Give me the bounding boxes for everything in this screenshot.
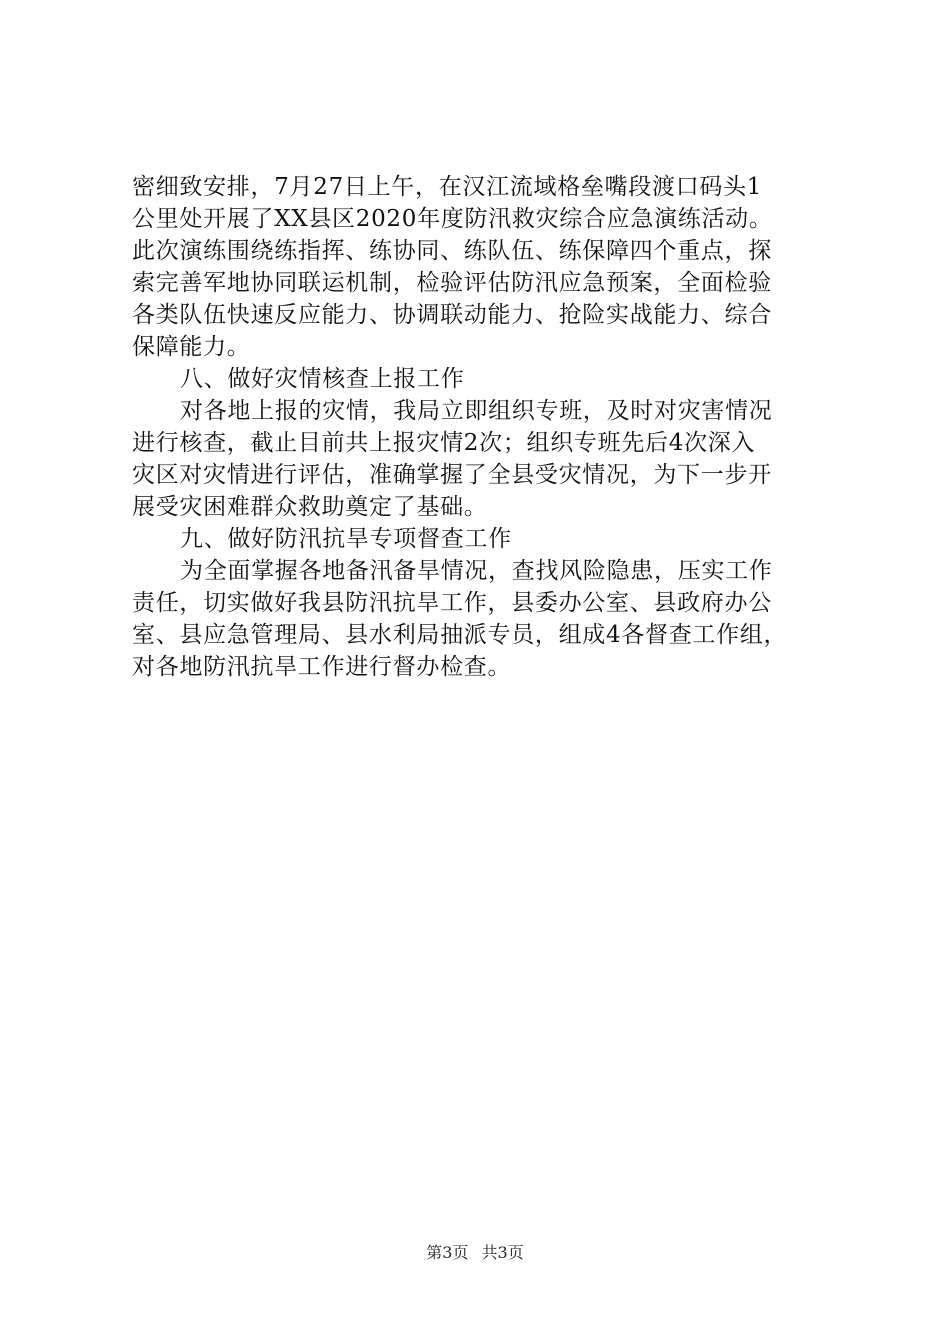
body-text-line: 此次演练围绕练指挥、练协同、练队伍、练保障四个重点，探 [132, 238, 772, 264]
body-text-line: 公里处开展了XX县区2020年度防汛救灾综合应急演练活动。 [132, 206, 773, 232]
body-text-line: 对各地上报的灾情，我局立即组织专班，及时对灾害情况 [180, 398, 773, 424]
document-body [132, 171, 832, 683]
body-text-line: 保障能力。 [132, 334, 251, 360]
body-text-line: 索完善军地协同联运机制，检验评估防汛应急预案，全面检验 [132, 270, 772, 296]
total-pages: 共3页 [481, 1243, 524, 1262]
body-text-line: 责任，切实做好我县防汛抗旱工作，县委办公室、县政府办公 [132, 590, 772, 616]
body-text-line: 对各地防汛抗旱工作进行督办检查。 [132, 654, 512, 680]
body-text-line: 各类队伍快速反应能力、协调联动能力、抢险实战能力、综合 [132, 302, 772, 328]
body-text-line: 进行核查，截止目前共上报灾情2次；组织专班先后4次深入 [132, 430, 756, 456]
body-text-line: 为全面掌握各地备汛备旱情况，查找风险隐患，压实工作 [180, 558, 773, 584]
body-text-line: 展受灾困难群众救助奠定了基础。 [132, 494, 488, 520]
body-text-line: 灾区对灾情进行评估，准确掌握了全县受灾情况，为下一步开 [132, 462, 772, 488]
page-footer [0, 1243, 950, 1263]
section-heading-8: 八、做好灾情核查上报工作 [180, 366, 465, 392]
body-text-line: 密细致安排，7月27日上午，在汉江流域格垒嘴段渡口码头1 [132, 174, 763, 200]
page-number: 第3页 [426, 1243, 469, 1262]
body-text-line: 室、县应急管理局、县水利局抽派专员，组成4各督查工作组， [132, 622, 788, 648]
section-heading-9: 九、做好防汛抗旱专项督查工作 [180, 526, 512, 552]
